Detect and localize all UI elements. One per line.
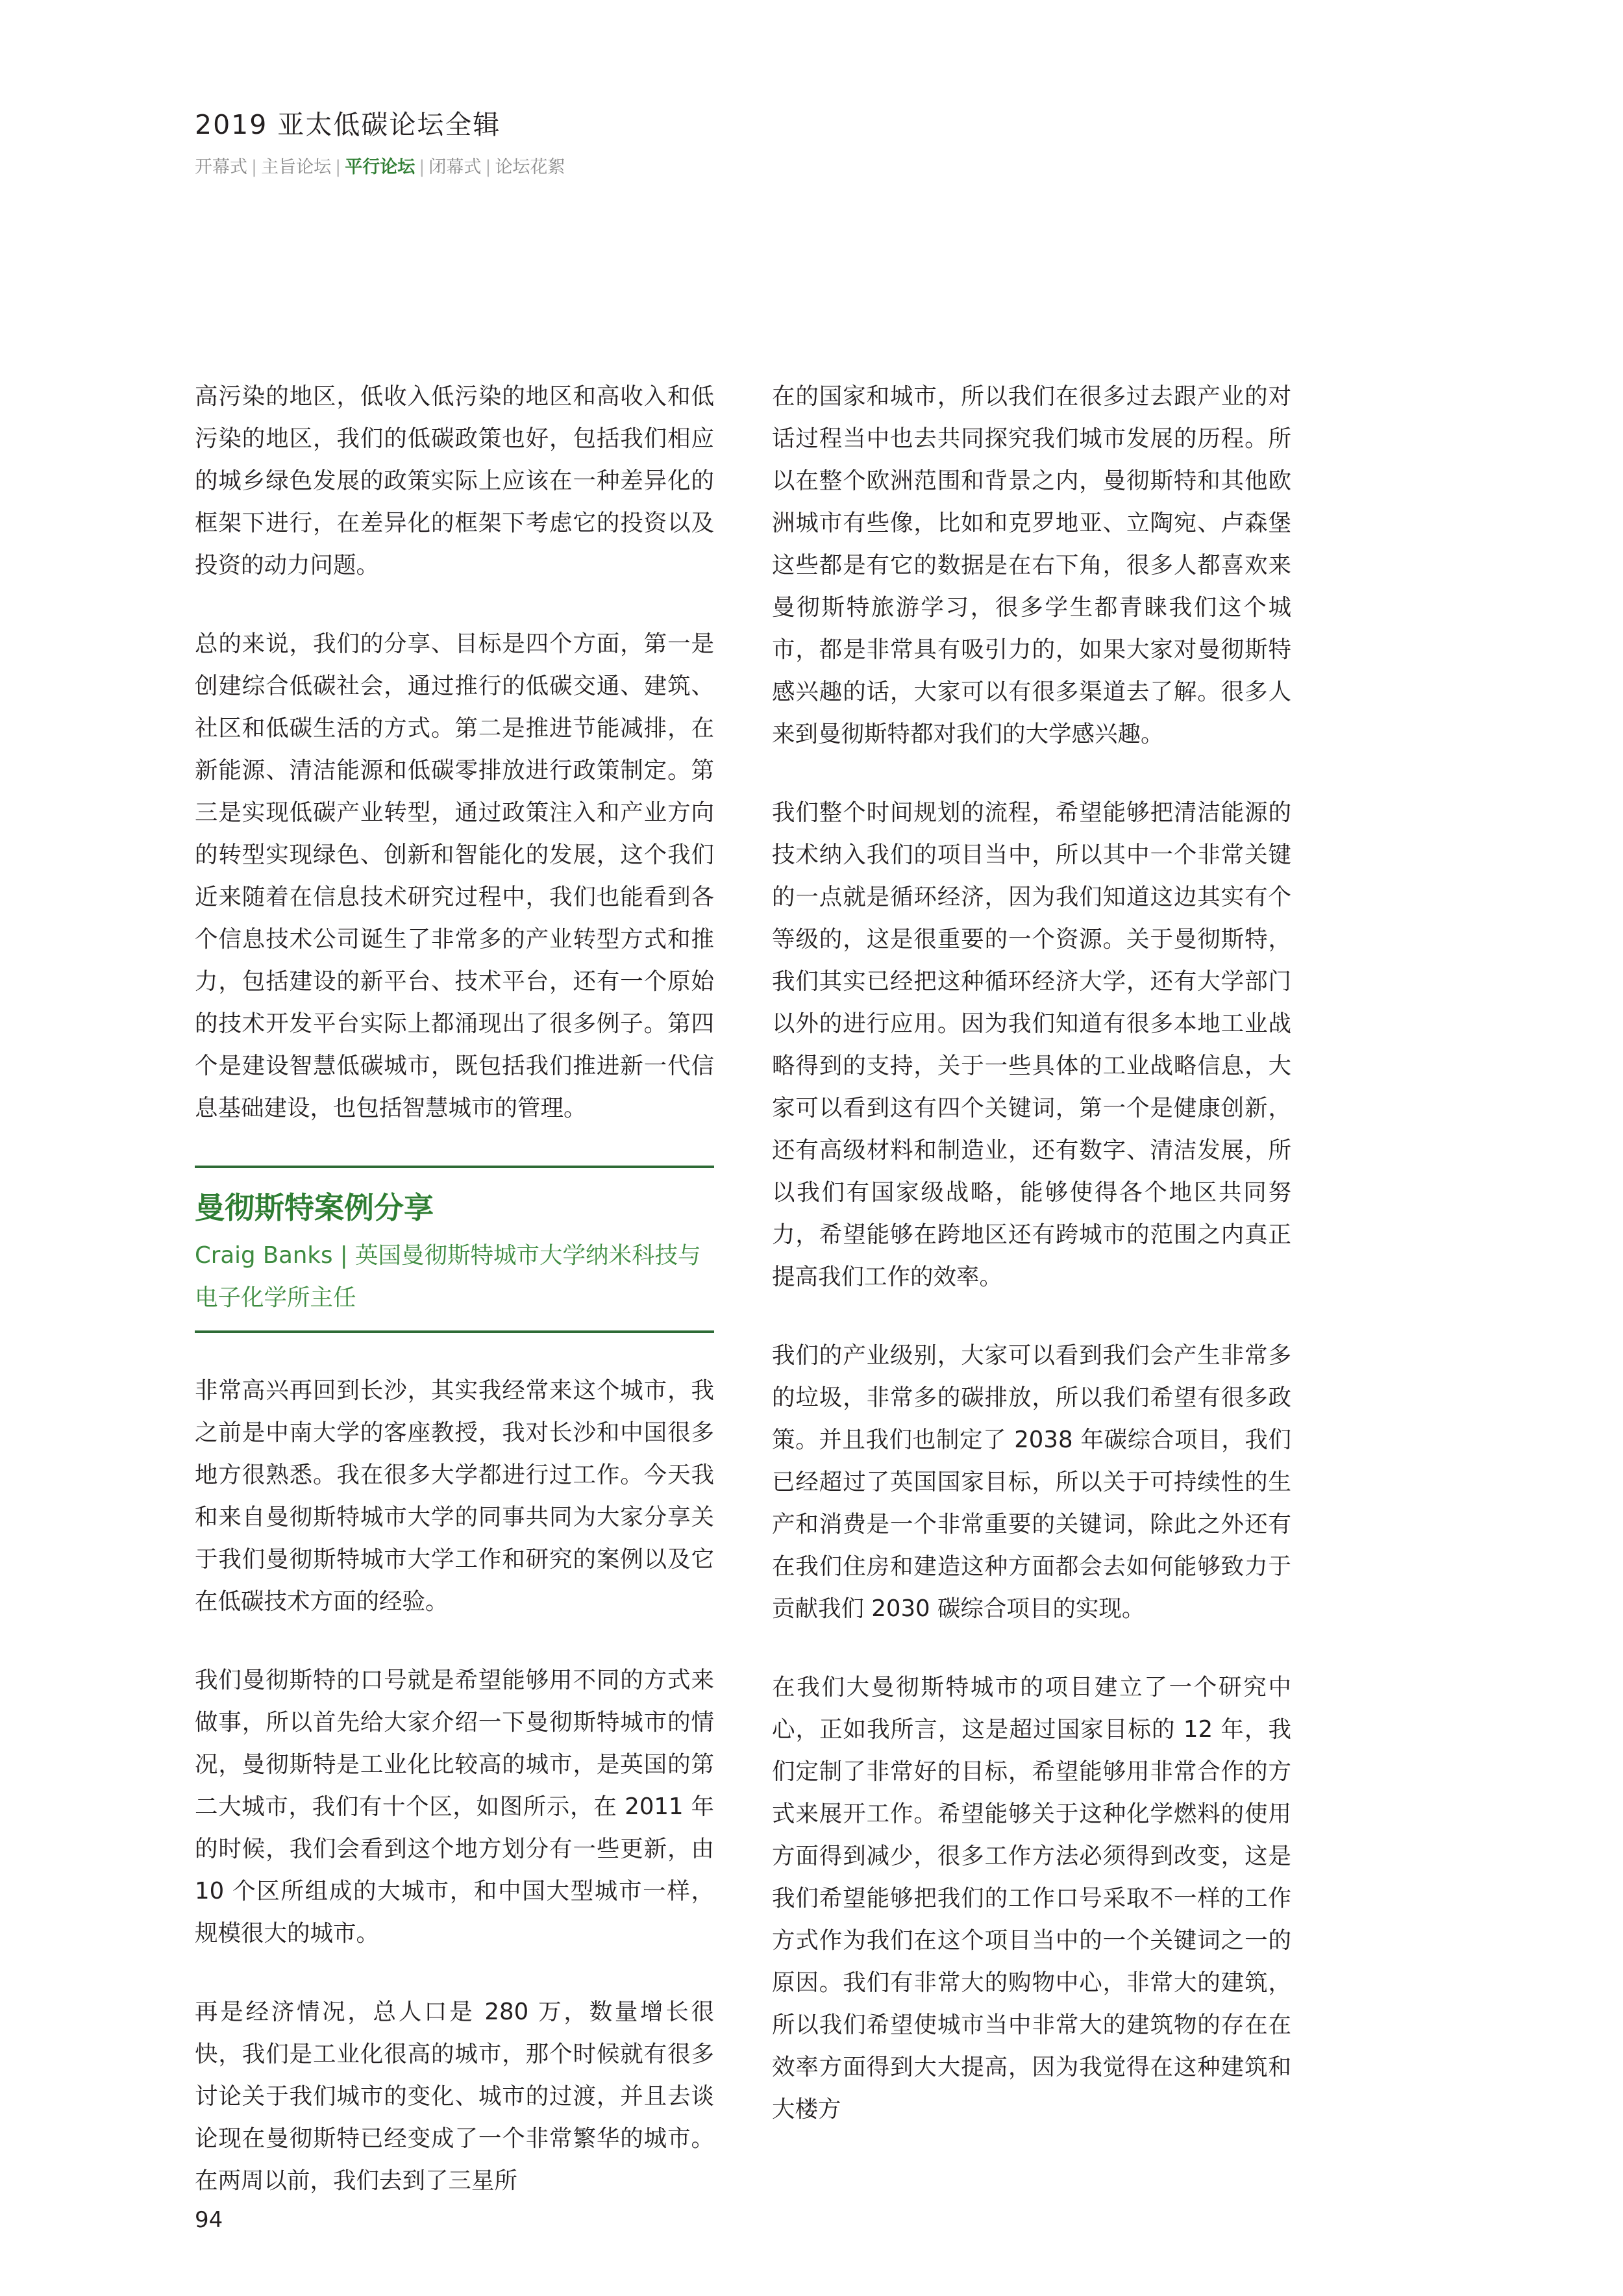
section-divider-bottom (195, 1330, 714, 1333)
body-paragraph: 我们的产业级别，大家可以看到我们会产生非常多的垃圾，非常多的碳排放，所以我们希望有很多政策。并且我们也制定了 2038 年碳综合项目，我们已经超过了英国国家目标，所以关于可持续性的生产和消费是一个非常重要的关键词，除此之外还有在我们住房和建造这种方面都会去如何能够致力于贡献我们 2030 碳综合项目的实现。 (772, 1342, 1291, 1622)
nav-separator: | (419, 157, 425, 177)
speaker-byline: Craig Banks | 英国曼彻斯特城市大学纳米科技与电子化学所主任 (195, 1242, 701, 1311)
page-number: 94 (195, 2207, 223, 2233)
body-paragraph: 我们整个时间规划的流程，希望能够把清洁能源的技术纳入我们的项目当中，所以其中一个非常关键的一点就是循环经济，因为我们知道这边其实有个等级的，这是很重要的一个资源。关于曼彻斯特，我们其实已经把这种循环经济大学，还有大学部门以外的进行应用。因为我们知道有很多本地工业战略得到的支持，关于一些具体的工业战略信息，大家可以看到这有四个关键词，第一个是健康创新，还有高级材料和制造业，还有数字、清洁发展，所以我们有国家级战略，能够使得各个地区共同努力，希望能够在跨地区还有跨城市的范围之内真正提高我们工作的效率。 (772, 799, 1291, 1290)
nav-item-closing: 闭幕式 (428, 157, 482, 177)
body-paragraph: 在的国家和城市，所以我们在很多过去跟产业的对话过程当中也去共同探究我们城市发展的历程。所以在整个欧洲范围和背景之内，曼彻斯特和其他欧洲城市有些像，比如和克罗地亚、立陶宛、卢森堡这些都是有它的数据是在右下角，很多人都喜欢来曼彻斯特旅游学习，很多学生都青睐我们这个城市，都是非常具有吸引力的，如果大家对曼彻斯特感兴趣的话，大家可以有很多渠道去了解。很多人来到曼彻斯特都对我们的大学感兴趣。 (772, 383, 1291, 747)
section-divider-top (195, 1166, 714, 1168)
section-heading: 曼彻斯特案例分享 (195, 1190, 434, 1225)
body-paragraph: 非常高兴再回到长沙，其实我经常来这个城市，我之前是中南大学的客座教授，我对长沙和中国很多地方很熟悉。我在很多大学都进行过工作。今天我和来自曼彻斯特城市大学的同事共同为大家分享关于我们曼彻斯特城市大学工作和研究的案例以及它在低碳技术方面的经验。 (195, 1377, 714, 1615)
nav-item-parallel-forum: 平行论坛 (345, 157, 415, 177)
nav-item-highlights: 论坛花絮 (495, 157, 565, 177)
nav-separator: | (485, 157, 491, 177)
body-paragraph: 在我们大曼彻斯特城市的项目建立了一个研究中心，正如我所言，这是超过国家目标的 12 年，我们定制了非常好的目标，希望能够用非常合作的方式来展开工作。希望能够关于这种化学燃料的使用方面得到减少，很多工作方法必须得到改变，这是我们希望能够把我们的工作口号采取不一样的工作方式作为我们在这个项目当中的一个关键词之一的原因。我们有非常大的购物中心，非常大的建筑，所以我们希望使城市当中非常大的建筑物的存在在效率方面得到大大提高，因为我觉得在这种建筑和大楼方 (772, 1674, 1291, 2123)
nav-separator: | (335, 157, 341, 177)
body-paragraph: 高污染的地区，低收入低污染的地区和高收入和低污染的地区，我们的低碳政策也好，包括我们相应的城乡绿色发展的政策实际上应该在一种差异化的框架下进行，在差异化的框架下考虑它的投资以及投资的动力问题。 (195, 383, 714, 579)
section-nav (195, 158, 565, 176)
body-paragraph: 再是经济情况，总人口是 280 万，数量增长很快，我们是工业化很高的城市，那个时候就有很多讨论关于我们城市的变化、城市的过渡，并且去谈论现在曼彻斯特已经变成了一个非常繁华的城市。在两周以前，我们去到了三星所 (195, 1998, 714, 2194)
document-title: 2019 亚太低碳论坛全辑 (195, 109, 501, 140)
body-paragraph: 我们曼彻斯特的口号就是希望能够用不同的方式来做事，所以首先给大家介绍一下曼彻斯特城市的情况，曼彻斯特是工业化比较高的城市，是英国的第二大城市，我们有十个区，如图所示，在 2011 年的时候，我们会看到这个地方划分有一些更新，由 10 个区所组成的大城市，和中国大型城市一样，规模很大的城市。 (195, 1666, 714, 1947)
nav-separator: | (251, 157, 258, 177)
right-column (772, 375, 1291, 2167)
left-column (195, 375, 714, 2238)
body-paragraph: 总的来说，我们的分享、目标是四个方面，第一是创建综合低碳社会，通过推行的低碳交通、建筑、社区和低碳生活的方式。第二是推进节能减排，在新能源、清洁能源和低碳零排放进行政策制定。第三是实现低碳产业转型，通过政策注入和产业方向的转型实现绿色、创新和智能化的发展，这个我们近来随着在信息技术研究过程中，我们也能看到各个信息技术公司诞生了非常多的产业转型方式和推力，包括建设的新平台、技术平台，还有一个原始的技术开发平台实际上都涌现出了很多例子。第四个是建设智慧低碳城市，既包括我们推进新一代信息基础建设，也包括智慧城市的管理。 (195, 630, 714, 1121)
nav-item-opening: 开幕式 (195, 157, 247, 177)
nav-item-keynote: 主旨论坛 (261, 157, 332, 177)
